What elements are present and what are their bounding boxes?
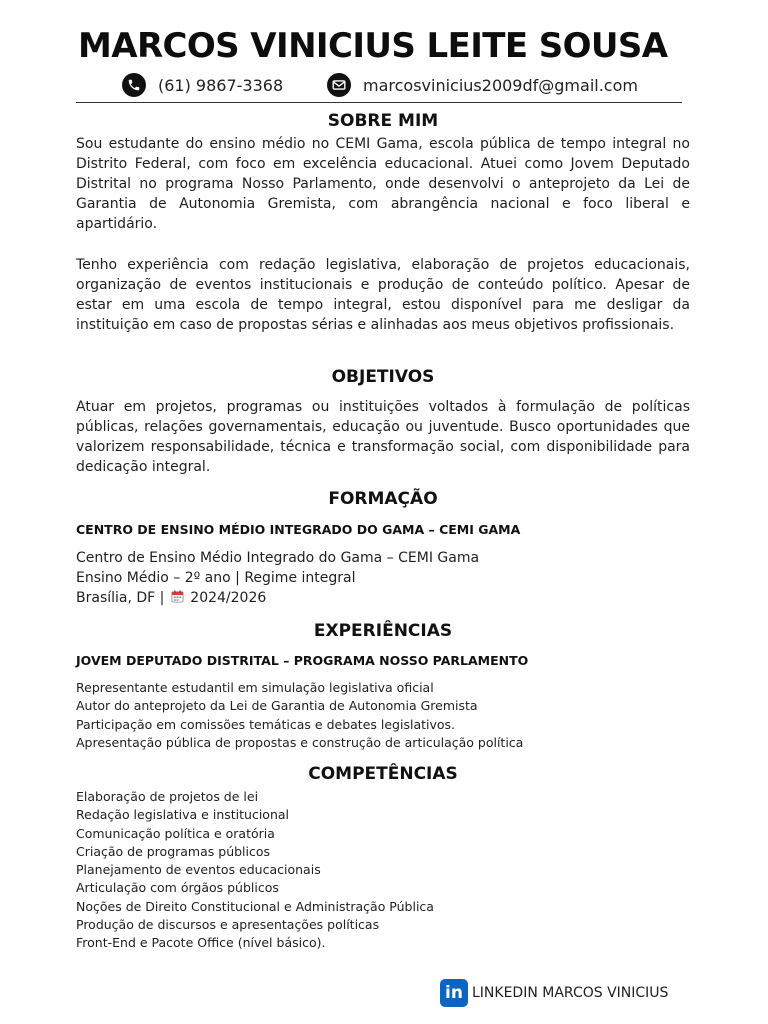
experiencia-role: JOVEM DEPUTADO DISTRITAL – PROGRAMA NOSSO PARLAMENTO xyxy=(76,653,529,668)
list-item: Criação de programas públicos xyxy=(76,843,271,859)
list-item: Produção de discursos e apresentações políticas xyxy=(76,917,380,933)
list-item: Articulação com órgãos públicos xyxy=(76,880,279,896)
list-item: Representante estudantil em simulação legislativa oficial xyxy=(76,680,434,695)
header-divider xyxy=(76,102,682,103)
formacao-line: Ensino Médio – 2º ano | Regime integral xyxy=(76,570,356,586)
formacao-location-line xyxy=(76,588,696,609)
section-title-experiencias: EXPERIÊNCIAS xyxy=(313,621,453,641)
list-item: Apresentação pública de propostas e construção de articulação política xyxy=(76,734,524,750)
list-item: Front-End e Pacote Office (nível básico). xyxy=(76,935,326,951)
linkedin-link[interactable] xyxy=(440,979,668,1007)
list-item: Participação em comissões temáticas e debates legislativos. xyxy=(76,716,456,732)
linkedin-icon: in xyxy=(440,979,468,1007)
calendar-icon xyxy=(171,589,184,609)
formacao-institution: CENTRO DE ENSINO MÉDIO INTEGRADO DO GAMA – CEMI GAMA xyxy=(76,522,521,537)
contact-email xyxy=(327,72,638,98)
formacao-details xyxy=(76,548,696,609)
competencias-list xyxy=(76,788,696,953)
list-item: Noções de Direito Constitucional e Administração Pública xyxy=(76,898,434,914)
formacao-period: 2024/2026 xyxy=(190,590,267,606)
section-title-sobre: SOBRE MIM xyxy=(327,111,439,131)
objetivos-paragraph: Atuar em projetos, programas ou instituições voltados à formulação de políticas públicas, relações governamentais, educação ou juventude. Busco oportunidades que valorizem responsabilidade, técnica e transformação social, com disponibilidade para dedicação integral. xyxy=(76,399,690,475)
contact-phone xyxy=(122,72,283,98)
sobre-paragraph-2: Tenho experiência com redação legislativa, elaboração de projetos educacionais, organização de eventos institucionais e produção de conteúdo político. Apesar de estar em uma escola de tempo integral, estou disponível para me desligar da instituição em caso de propostas sérias e alinhadas aos meus objetivos profissionais. xyxy=(76,257,690,333)
list-item: Comunicação política e oratória xyxy=(76,825,275,841)
section-title-objetivos: OBJETIVOS xyxy=(331,367,435,387)
linkedin-label: LINKEDIN MARCOS VINICIUS xyxy=(472,985,669,1001)
phone-icon xyxy=(122,73,146,97)
section-title-formacao: FORMAÇÃO xyxy=(328,489,438,509)
sobre-paragraph-1: Sou estudante do ensino médio no CEMI Gama, escola pública de tempo integral no Distrito Federal, com foco em excelência educacional. Atuei como Jovem Deputado Distrital no programa Nosso Parlamento, onde desenvolvi o anteprojeto da Lei de Garantia de Autonomia Gremista, com abrangência nacional e foco liberal e apartidário. xyxy=(76,136,690,232)
list-item: Redação legislativa e institucional xyxy=(76,807,290,823)
formacao-line: Centro de Ensino Médio Integrado do Gama – CEMI Gama xyxy=(76,550,480,566)
phone-number: (61) 9867-3368 xyxy=(158,75,284,95)
email-address: marcosvinicius2009df@gmail.com xyxy=(363,75,638,95)
experiencias-list xyxy=(76,679,696,752)
list-item: Elaboração de projetos de lei xyxy=(76,789,259,804)
formacao-location: Brasília, DF | xyxy=(76,590,165,606)
envelope-icon xyxy=(327,73,351,97)
list-item: Autor do anteprojeto da Lei de Garantia de Autonomia Gremista xyxy=(76,698,478,714)
list-item: Planejamento de eventos educacionais xyxy=(76,862,321,878)
candidate-name: MARCOS VINICIUS LEITE SOUSA xyxy=(78,26,668,66)
section-title-competencias: COMPETÊNCIAS xyxy=(308,764,458,784)
